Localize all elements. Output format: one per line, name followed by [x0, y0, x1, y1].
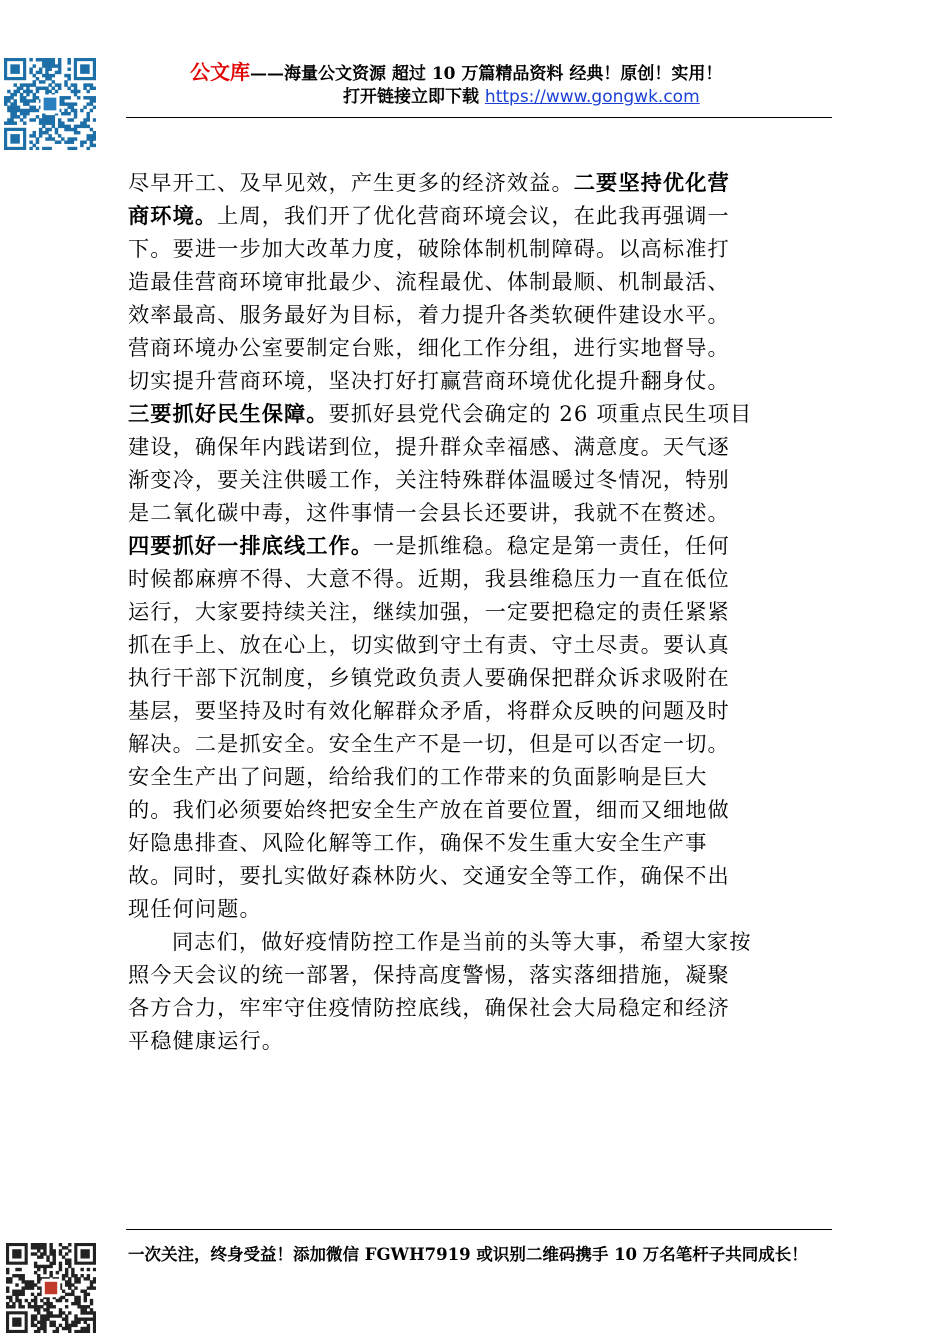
text-line: [128, 232, 832, 265]
text-line: [128, 298, 832, 331]
text-line: [128, 859, 832, 892]
text-line: [128, 331, 832, 364]
section-heading: 商环境。: [128, 203, 218, 228]
text-line: [128, 265, 832, 298]
text-line: [128, 1024, 832, 1057]
line-text: 解决。二是抓安全。安全生产不是一切，但是可以否定一切。: [128, 731, 730, 756]
text-line: [128, 727, 832, 760]
text-line: [128, 826, 832, 859]
line-text: 的。我们必须要始终把安全生产放在首要位置，细而又细地做: [128, 797, 730, 822]
text-line: [128, 529, 832, 562]
line-text: 渐变冷，要关注供暖工作，关注特殊群体温暖过冬情况，特别: [128, 467, 730, 492]
text-line: [128, 199, 832, 232]
line-text: 故。同时，要扎实做好森林防火、交通安全等工作，确保不出: [128, 863, 730, 888]
line-text: 下。要进一步加大改革力度，破除体制机制障碍。以高标准打: [128, 236, 730, 261]
download-prefix: 打开链接立即下载: [343, 87, 485, 107]
text-line: [128, 694, 832, 727]
text-line: [128, 991, 832, 1024]
line-text: 照今天会议的统一部署，保持高度警惕，落实落细措施，凝聚: [128, 962, 730, 987]
text-line: [128, 397, 832, 430]
tagline-text: ——海量公文资源 超过 10 万篇精品资料 经典！原创！实用！: [250, 64, 723, 84]
line-text: 尽早开工、及早见效，产生更多的经济效益。: [128, 170, 574, 195]
header-tagline: [190, 60, 722, 86]
line-text: 效率最高、服务最好为目标，着力提升各类软硬件建设水平。: [128, 302, 730, 327]
line-text: 执行干部下沉制度，乡镇党政负责人要确保把群众诉求吸附在: [128, 665, 730, 690]
text-line: [128, 661, 832, 694]
text-line: [128, 496, 832, 529]
line-text: 切实提升营商环境，坚决打好打赢营商环境优化提升翻身仗。: [128, 368, 730, 393]
line-text: 平稳健康运行。: [128, 1028, 285, 1053]
text-line: [128, 364, 832, 397]
text-line: [128, 628, 832, 661]
website-link[interactable]: https://www.gongwk.com: [484, 87, 700, 107]
line-text: 安全生产出了问题，给给我们的工作带来的负面影响是巨大: [128, 764, 708, 789]
qr-code-icon: [6, 1243, 96, 1333]
line-text: 抓在手上、放在心上，切实做到守土有责、守土尽责。要认真: [128, 632, 730, 657]
line-text: 是二氧化碳中毒，这件事情一会县长还要讲，我就不在赘述。: [128, 500, 730, 525]
footer-divider: [126, 1229, 832, 1230]
text-line: [128, 463, 832, 496]
line-text: 基层，要坚持及时有效化解群众矛盾，将群众反映的问题及时: [128, 698, 730, 723]
line-text: 时候都麻痹不得、大意不得。近期，我县维稳压力一直在低位: [128, 566, 730, 591]
download-line: [343, 86, 700, 108]
brand-name: 公文库: [190, 60, 250, 84]
line-text: 一是抓维稳。稳定是第一责任，任何: [373, 533, 730, 558]
line-text: 现任何问题。: [128, 896, 262, 921]
text-line: [128, 595, 832, 628]
qr-code-icon: [4, 58, 96, 150]
section-heading: 二要坚持优化营: [573, 170, 730, 195]
line-text: 营商环境办公室要制定台账，细化工作分组，进行实地督导。: [128, 335, 730, 360]
text-line: [128, 430, 832, 463]
header-divider: [126, 117, 832, 118]
line-text: 要抓好县党代会确定的 26 项重点民生项目: [328, 401, 753, 426]
line-text: 同志们，做好疫情防控工作是当前的头等大事，希望大家按: [172, 929, 752, 954]
line-text: 好隐患排查、风险化解等工作，确保不发生重大安全生产事: [128, 830, 708, 855]
text-line: [128, 892, 832, 925]
text-line: [128, 793, 832, 826]
document-body: [128, 166, 832, 1057]
text-line: [128, 562, 832, 595]
text-line: [128, 958, 832, 991]
line-text: 建设，确保年内践诺到位，提升群众幸福感、满意度。天气逐: [128, 434, 730, 459]
text-line: [128, 925, 832, 958]
line-text: 各方合力，牢牢守住疫情防控底线，确保社会大局稳定和经济: [128, 995, 730, 1020]
line-text: 造最佳营商环境审批最少、流程最优、体制最顺、机制最活、: [128, 269, 730, 294]
line-text: 运行，大家要持续关注，继续加强，一定要把稳定的责任紧紧: [128, 599, 730, 624]
footer-promo: 一次关注，终身受益！添加微信 FGWH7919 或识别二维码携手 10 万名笔杆子共同成长！: [128, 1245, 808, 1264]
section-heading: 三要抓好民生保障。: [128, 401, 329, 426]
section-heading: 四要抓好一排底线工作。: [128, 533, 374, 558]
text-line: [128, 760, 832, 793]
text-line: [128, 166, 832, 199]
line-text: 上周，我们开了优化营商环境会议，在此我再强调一: [217, 203, 730, 228]
